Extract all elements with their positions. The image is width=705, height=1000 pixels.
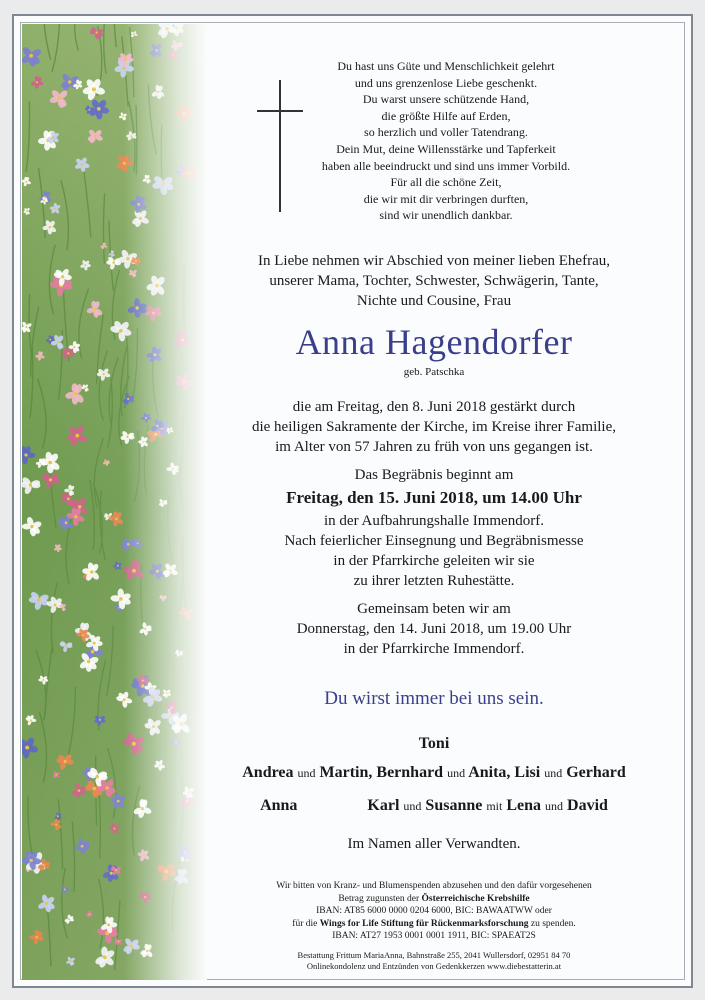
donation-notice (200, 880, 668, 943)
funeral-intro: Das Begräbnis beginnt am (354, 467, 514, 483)
family-name: Lena (506, 797, 542, 814)
family-name: Anita, Lisi (468, 764, 541, 781)
cross-icon (257, 80, 303, 212)
death-notice-line: die heiligen Sakramente der Kirche, im Kreise ihrer Familie, (251, 419, 617, 435)
prayer-line: Donnerstag, den 14. Juni 2018, um 19.00 Uhr (296, 621, 572, 637)
funeral-date: Freitag, den 15. Juni 2018, um 14.00 Uhr (286, 488, 582, 507)
family-conjunction: mit (486, 799, 503, 813)
poem-line: Du warst unsere schützende Hand, (362, 92, 530, 107)
death-notice-line: die am Freitag, den 8. Juni 2018 gestärkt durch (292, 399, 576, 415)
poem-line: so herzlich und voller Tatendrang. (364, 125, 528, 140)
family-row-husband (200, 735, 668, 753)
family-conjunction: und (297, 766, 316, 780)
family-conjunction: und (403, 799, 422, 813)
poem-line: sind wir unendlich dankbar. (379, 208, 513, 223)
flower-meadow-illustration (22, 24, 207, 980)
donation-line: Wir bitten von Kranz- und Blumenspenden abzusehen und den dafür vorgesehenen (276, 881, 592, 891)
family-row-grandchildren (200, 797, 668, 815)
death-notice-line: im Alter von 57 Jahren zu früh von uns gegangen ist. (275, 439, 593, 455)
intro-line: unserer Mama, Tochter, Schwester, Schwägerin, Tante, (269, 273, 599, 289)
family-name: David (567, 797, 608, 814)
flower-meadow-image (22, 24, 207, 980)
prayer-info (200, 599, 668, 659)
family-name: Toni (418, 735, 450, 752)
donation-line: IBAN: AT85 6000 0000 0204 6000, BIC: BAWAATWW oder (316, 906, 552, 916)
donation-line: für die Wings for Life Stiftung für Rückenmarksforschung zu spenden. (292, 918, 576, 929)
charity-name: Wings for Life Stiftung für Rückenmarksforschung (319, 918, 529, 929)
poem-line: die wir mit dir verbringen durften, (363, 191, 529, 206)
family-conjunction: und (447, 766, 466, 780)
motto: Du wirst immer bei uns sein. (324, 688, 544, 709)
family-name: Martin, Bernhard (319, 764, 444, 781)
charity-name: Österreichische Krebshilfe (421, 893, 530, 904)
family-conjunction: und (545, 799, 564, 813)
death-notice (200, 397, 668, 457)
family-name: Gerhard (566, 764, 626, 781)
poem-line: haben alle beeindruckt und sind uns immer Vorbild. (321, 158, 571, 173)
undertaker-line: Onlinekondolenz und Entzünden von Gedenkkerzen www.diebestatterin.at (306, 961, 562, 971)
prayer-line: Gemeinsam beten wir am (357, 601, 511, 617)
poem-line: und uns grenzenlose Liebe geschenkt. (354, 75, 538, 90)
funeral-line: in der Pfarrkirche geleiten wir sie (333, 553, 535, 569)
intro-line: Nichte und Cousine, Frau (356, 293, 512, 309)
poem-line: Du hast uns Güte und Menschlichkeit gelehrt (337, 59, 555, 73)
intro-line: In Liebe nehmen wir Abschied von meiner lieben Ehefrau, (258, 253, 610, 269)
poem-line: Dein Mut, deine Willensstärke und Tapferkeit (336, 141, 556, 156)
family-name: Susanne (425, 797, 483, 814)
family-name: Anna (260, 797, 298, 814)
relatives-line: Im Namen aller Verwandten. (347, 836, 521, 852)
family-name: Andrea (242, 764, 294, 781)
family-row-children (200, 764, 668, 782)
farewell-intro (200, 251, 668, 311)
prayer-line: in der Pfarrkirche Immendorf. (343, 641, 525, 657)
funeral-line: in der Aufbahrungshalle Immendorf. (324, 513, 544, 529)
maiden-name: geb. Patschka (403, 366, 465, 378)
deceased-name: Anna Hagendorfer (295, 322, 573, 362)
poem-line: Für all die schöne Zeit, (390, 175, 502, 190)
funeral-line: Nach feierlicher Einsegnung und Begräbnismesse (284, 533, 584, 549)
poem-line: die größte Hilfe auf Erden, (381, 108, 511, 123)
donation-line: IBAN: AT27 1953 0001 0001 1911, BIC: SPAEAT2S (332, 931, 536, 941)
donation-line: Betrag zugunsten der Österreichische Krebshilfe (338, 893, 530, 904)
family-conjunction: und (544, 766, 563, 780)
undertaker-info (200, 950, 668, 972)
funeral-line: zu ihrer letzten Ruhestätte. (353, 573, 515, 589)
undertaker-line: Bestattung Frittum MariaAnna, Bahnstraße 255, 2041 Wullersdorf, 02951 84 70 (297, 950, 571, 960)
funeral-info (200, 465, 668, 591)
poem (300, 58, 592, 224)
family-name: Karl (367, 797, 400, 814)
